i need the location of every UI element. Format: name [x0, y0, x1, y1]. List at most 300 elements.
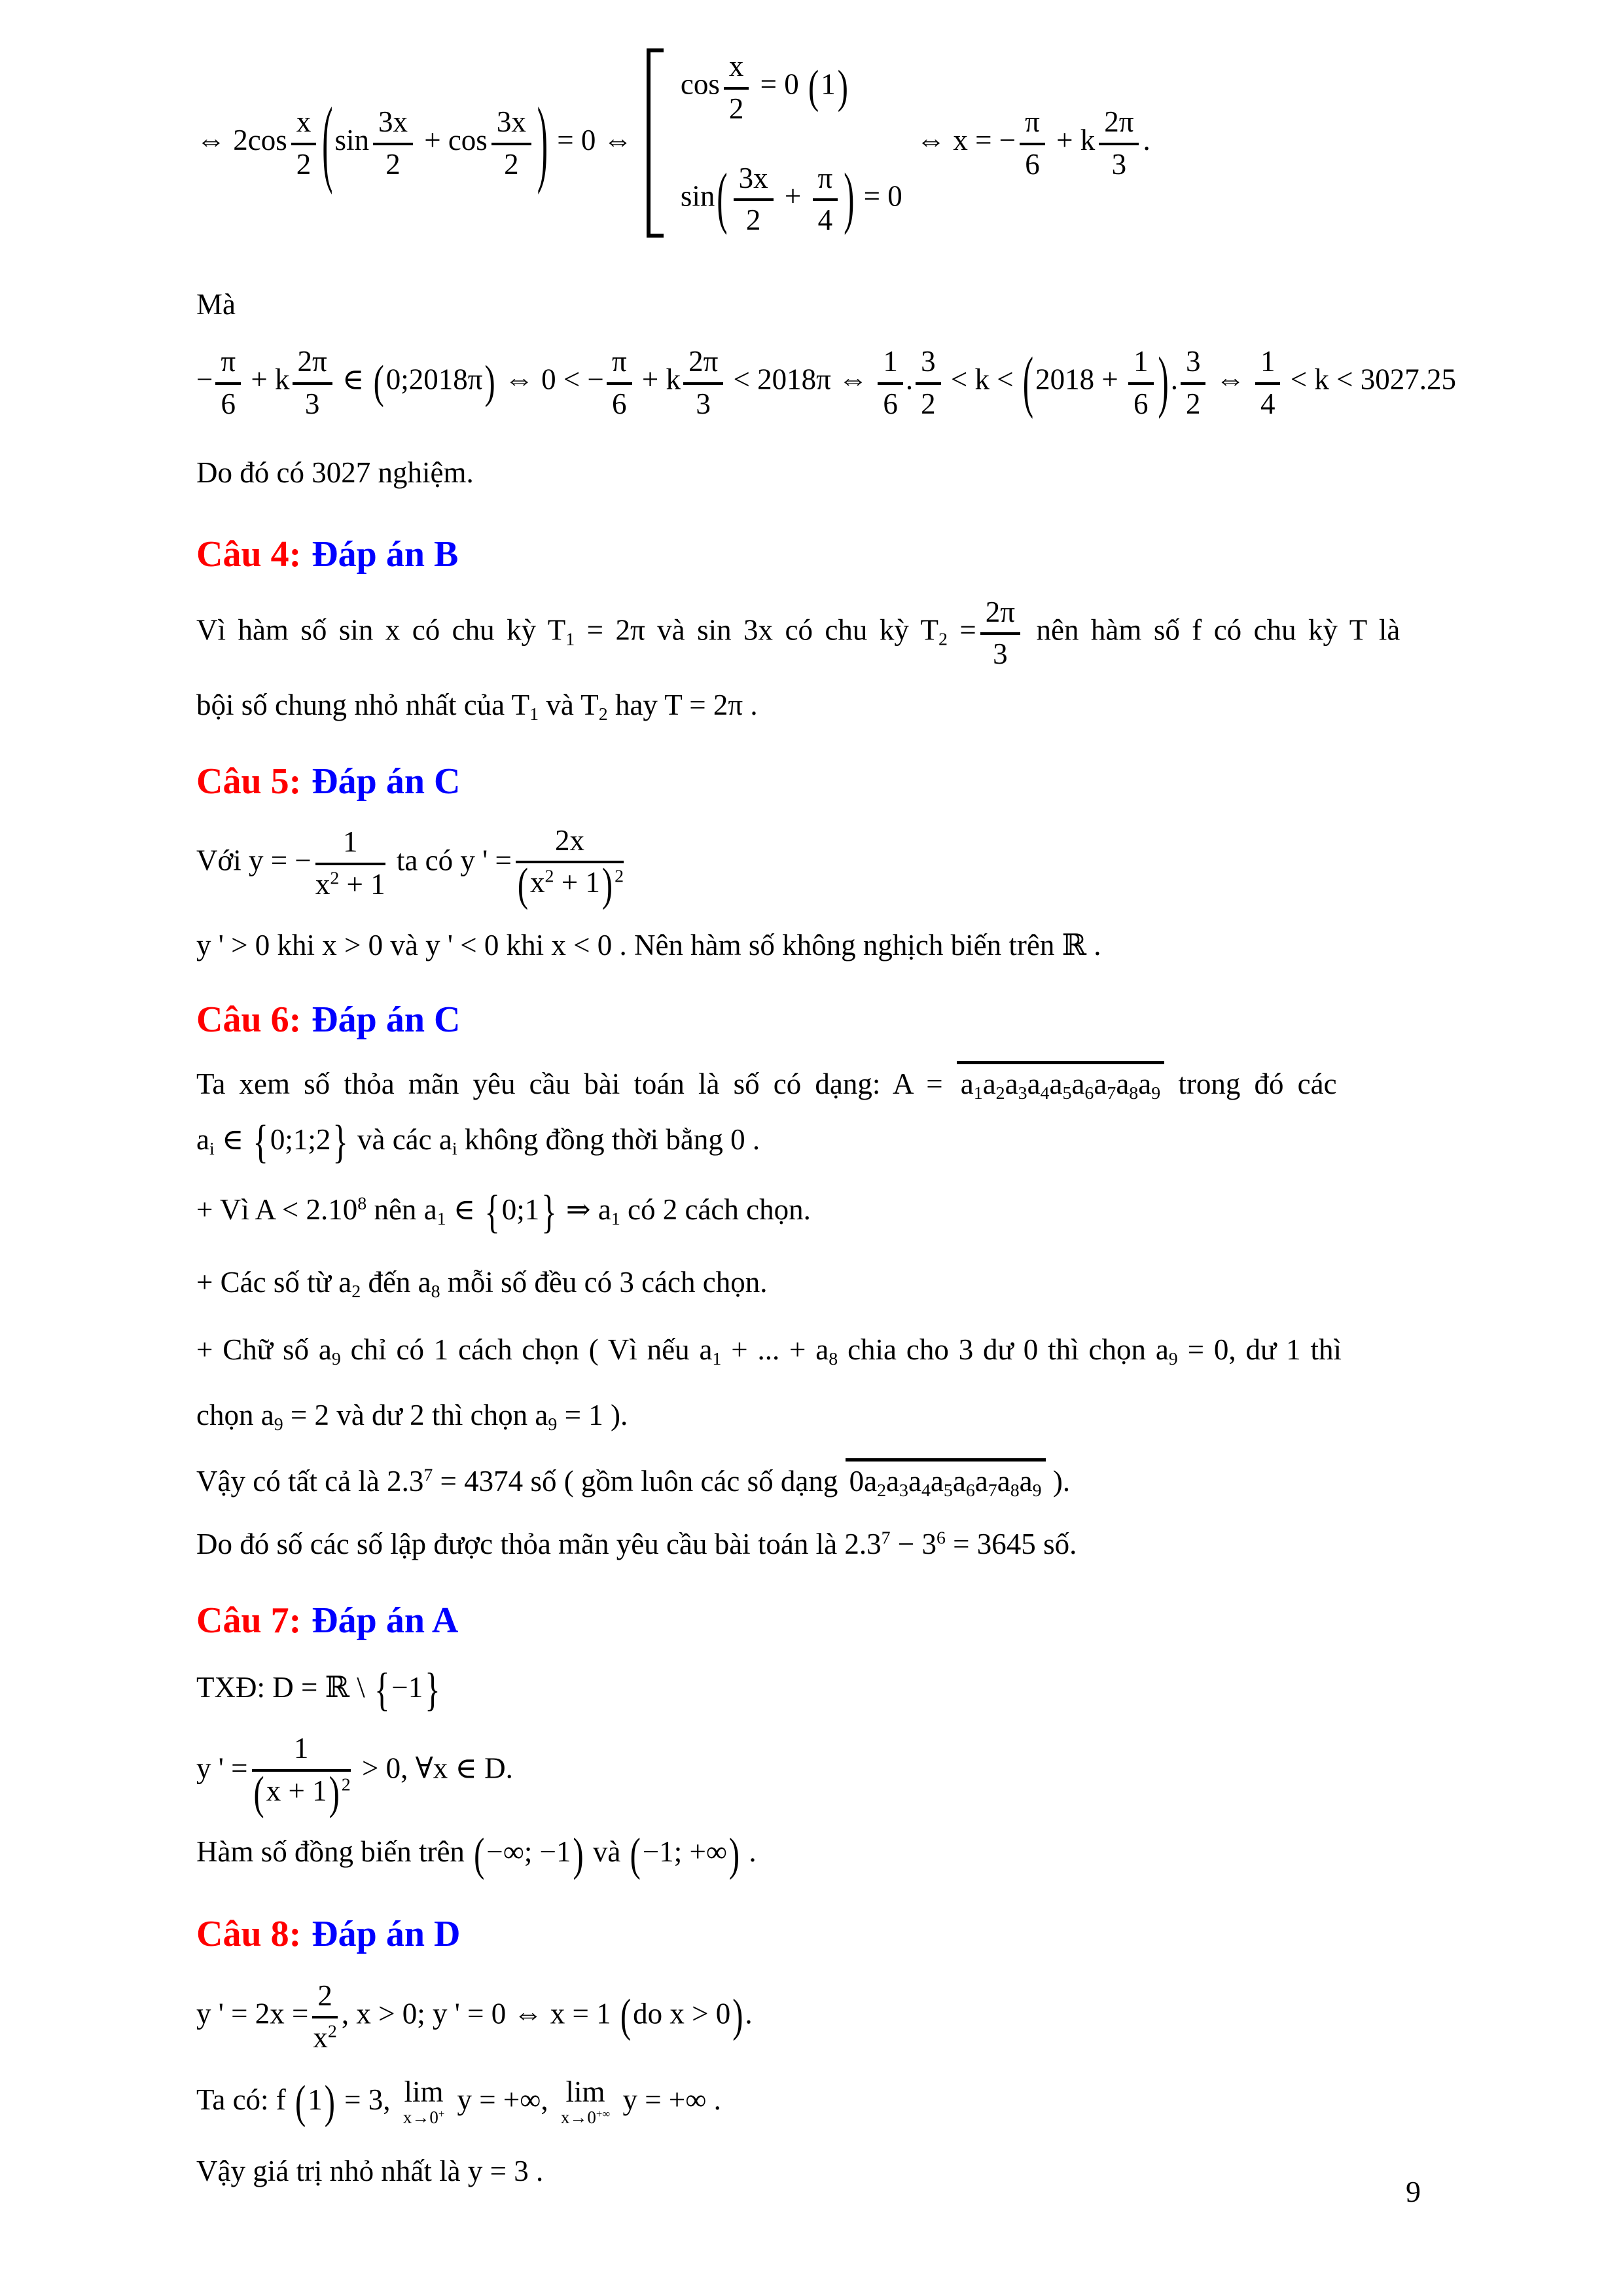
math-fraction — [373, 104, 413, 182]
math-text: −1 — [391, 1670, 423, 1704]
math-text: a — [908, 1464, 921, 1498]
math-text: 3x — [738, 161, 768, 194]
math-text: \ — [349, 1670, 373, 1704]
math-text: 2 — [385, 148, 401, 181]
math-text: = 0 — [856, 179, 902, 213]
math-numerator — [1181, 344, 1206, 385]
math-big-bracket: ( — [620, 1990, 632, 2042]
math-text: . — [1170, 363, 1178, 396]
math-denominator — [312, 2018, 338, 2055]
math-big-bracket: { — [253, 1116, 268, 1168]
math-text: Mà — [196, 288, 236, 321]
math-fraction — [491, 104, 531, 182]
math-text: a — [196, 1122, 209, 1156]
math-big-bracket: ( — [322, 88, 333, 196]
math-text: 4 — [817, 204, 833, 237]
math-fraction — [878, 344, 903, 422]
math-text: do x > 0 — [633, 1997, 731, 2030]
math-text: a — [535, 1399, 548, 1432]
math-denominator — [1181, 385, 1206, 422]
math-text: x — [728, 50, 744, 82]
math-text: bội số chung nhỏ nhất của — [196, 689, 512, 721]
math-text: 2 — [544, 866, 554, 887]
math-text: + ... + a — [721, 1333, 829, 1366]
math-superscript — [357, 1194, 366, 1214]
math-text: x — [315, 868, 330, 901]
math-text: Vậy có tất cả là — [196, 1464, 387, 1498]
math-big-bracket: ) — [329, 1767, 340, 1819]
math-big-bracket: } — [332, 1116, 348, 1168]
math-cases — [647, 43, 902, 243]
math-subscript — [974, 1083, 983, 1103]
math-denominator — [491, 145, 531, 182]
math-text: a — [930, 1464, 944, 1498]
math-text: TXĐ: — [196, 1670, 273, 1704]
cau5-derivative-formula — [196, 823, 1453, 910]
math-text: 7 — [1107, 1083, 1116, 1104]
cau6-setup-line2 — [196, 1116, 1453, 1168]
math-text: 0;1 — [501, 1193, 540, 1227]
math-numerator — [1255, 344, 1281, 385]
math-text: i — [209, 1138, 215, 1159]
math-text: . — [905, 363, 914, 396]
math-big-bracket: ) — [601, 859, 613, 910]
math-text: ⇔ — [1208, 363, 1253, 396]
text-ma — [196, 281, 1453, 328]
math-fraction — [1181, 344, 1206, 422]
math-denominator — [1020, 145, 1045, 182]
math-text: , x > 0; y ' = 0 ⇔ x = 1 — [341, 1997, 618, 2030]
math-text: 3 — [304, 387, 320, 420]
math-subscript — [209, 1139, 215, 1159]
math-text: a — [699, 1333, 713, 1366]
math-text: a — [260, 1399, 274, 1432]
math-text: số ( gồm luôn các số dạng — [523, 1464, 846, 1498]
math-text: a — [1019, 1464, 1033, 1498]
math-text: 0;2018π — [385, 363, 483, 396]
math-denominator — [734, 201, 774, 238]
cau6-setup-line1 — [196, 1061, 1453, 1103]
math-text: 7 — [988, 1480, 997, 1501]
math-text: 8 — [357, 1193, 367, 1214]
math-subscript — [1062, 1083, 1071, 1103]
math-subscript — [431, 1282, 440, 1302]
math-text: và các — [349, 1122, 439, 1156]
math-denominator — [293, 385, 332, 422]
math-superscript — [330, 869, 339, 889]
math-limit-word: lim — [565, 2075, 605, 2109]
math-big-bracket: ) — [837, 61, 848, 113]
math-subscript — [611, 1209, 620, 1229]
math-text: nên hàm số f có chu kỳ T là — [1024, 613, 1400, 647]
math-text: a — [418, 1266, 431, 1299]
math-text: + 1 — [339, 868, 385, 901]
math-numerator — [373, 104, 413, 145]
math-text: 9 — [548, 1414, 558, 1435]
math-text: 1 — [712, 1348, 722, 1369]
math-text: 3 — [899, 1480, 908, 1501]
math-big-bracket: ( — [717, 160, 728, 236]
math-text: 1 — [437, 1208, 446, 1229]
math-big-bracket: ) — [1158, 343, 1169, 420]
math-text: 6 — [936, 1528, 946, 1549]
cau8-limits — [196, 2077, 1453, 2128]
math-subscript — [332, 1349, 341, 1369]
math-subscript — [1033, 1480, 1042, 1501]
cau8-conclusion — [196, 2152, 1453, 2191]
math-denominator — [878, 385, 903, 422]
text-conclusion-3027 — [196, 449, 1453, 496]
math-text: = 3645 — [945, 1528, 1036, 1561]
math-text: Với — [196, 844, 249, 876]
math-text: ). — [1045, 1464, 1071, 1498]
math-numerator — [683, 344, 723, 385]
math-text: cos — [680, 67, 720, 101]
math-text: a — [952, 1464, 966, 1498]
equation-trig-cases — [196, 43, 1453, 243]
math-text: 2 — [877, 1480, 887, 1501]
math-text: a — [1027, 1067, 1041, 1101]
cau6-case-a1 — [196, 1186, 1453, 1238]
math-fraction — [724, 48, 749, 126]
math-text: a — [982, 1067, 996, 1101]
math-superscript — [328, 2022, 337, 2042]
math-big-bracket: { — [374, 1664, 390, 1715]
math-text: a — [338, 1266, 352, 1299]
math-limit-under — [403, 2107, 444, 2128]
math-text: x — [530, 866, 545, 899]
cau7-derivative — [196, 1731, 1453, 1819]
cau7-conclusion — [196, 1829, 1453, 1880]
math-big-bracket: ) — [484, 356, 495, 408]
math-superscript — [882, 1528, 891, 1549]
math-text: Ta xem số thỏa mãn yêu cầu bài toán là số có dạng: — [196, 1067, 893, 1101]
math-text: 2 — [341, 1774, 351, 1795]
math-subscript — [944, 1480, 953, 1501]
math-fraction — [1128, 344, 1154, 422]
heading-cau4 — [196, 531, 1453, 577]
math-denominator — [252, 1767, 351, 1819]
math-text: 7 — [881, 1528, 891, 1549]
math-text: 2 — [745, 204, 761, 237]
cau6-final-count — [196, 1525, 1453, 1564]
math-text: y ' > 0 khi x > 0 và y ' < 0 khi x < 0 . Nên hàm số không nghịch biến trên — [196, 928, 1062, 961]
math-text: 9 — [1151, 1083, 1161, 1104]
answer-label-cau5: Đáp án C — [312, 761, 461, 802]
question-label-cau7: Câu 7: — [196, 1600, 302, 1641]
math-text: = 4374 — [433, 1464, 524, 1498]
math-numerator — [293, 344, 332, 385]
math-text: = 3, — [336, 2083, 398, 2117]
answer-label-cau7: Đáp án A — [312, 1600, 459, 1641]
math-limit-under — [561, 2107, 610, 2128]
math-text: x — [296, 105, 312, 139]
math-text: 1 — [565, 628, 575, 649]
math-big-bracket: ( — [517, 859, 529, 910]
math-text: 2π — [1104, 105, 1134, 139]
math-text: 2 — [296, 148, 312, 181]
math-text: + k — [1048, 123, 1096, 156]
heading-cau7 — [196, 1598, 1453, 1643]
math-text: a — [423, 1193, 437, 1227]
math-text: y ' = — [460, 844, 512, 876]
math-text: 1 — [1260, 345, 1275, 378]
math-text: + cos — [416, 123, 488, 156]
math-fraction — [1255, 344, 1281, 422]
math-text: Hàm số đồng biến trên — [196, 1835, 473, 1869]
math-text: x = − — [953, 123, 1016, 156]
math-numerator — [813, 160, 838, 202]
math-subscript — [1151, 1083, 1160, 1103]
math-denominator — [1099, 145, 1139, 182]
math-subscript — [988, 1480, 997, 1501]
math-text: a — [997, 1464, 1010, 1498]
math-text: 2π — [985, 595, 1016, 628]
math-denominator — [916, 385, 941, 422]
math-text: chỉ có 1 cách chọn ( Vì nếu — [340, 1333, 700, 1366]
math-big-bracket: ) — [728, 1829, 740, 1880]
math-blackboard-r: ℝ — [1061, 927, 1086, 962]
math-denominator — [516, 859, 624, 910]
math-text: Do đó số các số lập được thỏa mãn yêu cầu bài toán là — [196, 1528, 845, 1561]
math-subscript — [437, 1209, 446, 1229]
math-text: 1 — [1133, 345, 1149, 378]
math-text: − 3 — [890, 1528, 936, 1561]
math-text: x→0 — [560, 2108, 596, 2128]
math-text: đến — [361, 1266, 418, 1299]
math-denominator — [1128, 385, 1154, 422]
question-label-cau5: Câu 5: — [196, 761, 302, 802]
math-text: 2 — [995, 1083, 1005, 1104]
question-label-cau6: Câu 6: — [196, 999, 302, 1041]
math-text: ta có — [389, 844, 461, 876]
math-text: 6 — [221, 387, 236, 420]
math-fraction — [215, 344, 241, 422]
math-text: 2x — [554, 823, 584, 857]
math-fraction — [1020, 104, 1045, 182]
math-numerator — [878, 344, 903, 385]
math-text: + Chữ số — [196, 1333, 319, 1366]
math-text: 9 — [1168, 1348, 1178, 1369]
math-subscript — [899, 1480, 908, 1501]
math-text: . — [1143, 123, 1150, 156]
math-subscript — [829, 1349, 838, 1369]
math-text: số. — [1035, 1528, 1077, 1561]
math-subscript — [529, 704, 539, 725]
math-text: và sin 3x có chu kỳ — [645, 613, 921, 647]
cau6-total-count — [196, 1458, 1453, 1501]
math-text: Vì hàm số sin x có chu kỳ — [196, 613, 548, 647]
math-text: 2 — [504, 148, 519, 181]
math-text: 1 — [342, 825, 358, 859]
math-subscript — [1018, 1083, 1027, 1103]
math-text: 5 — [1062, 1083, 1072, 1104]
math-text: sin — [680, 179, 715, 213]
math-subscript — [938, 629, 948, 649]
math-text: 2 — [728, 92, 744, 125]
math-text: a — [974, 1464, 988, 1498]
math-text: 1 — [611, 1208, 620, 1229]
math-superscript — [423, 1465, 433, 1486]
math-text: −∞; −1 — [486, 1835, 571, 1869]
math-text: < k < 3027.25 — [1283, 363, 1456, 396]
math-text: y = +∞ . — [615, 2083, 721, 2117]
math-text: i — [452, 1138, 457, 1159]
page-number: 9 — [1406, 2175, 1421, 2208]
math-text: − — [196, 363, 213, 396]
math-cases-rows — [681, 48, 902, 238]
math-text: a — [318, 1333, 332, 1366]
math-subscript — [565, 629, 575, 649]
math-fraction — [293, 344, 332, 422]
math-numerator — [1128, 344, 1154, 385]
math-subscript — [599, 704, 608, 725]
math-text: nên — [366, 1193, 424, 1227]
heading-cau6 — [196, 997, 1453, 1043]
math-superscript — [615, 867, 624, 887]
math-text: π — [1025, 105, 1040, 139]
cau6-case-a2-a8 — [196, 1263, 1453, 1302]
math-text: x + 1 — [266, 1774, 327, 1807]
math-text: + Vì — [196, 1193, 255, 1227]
math-text: ∈ — [214, 1122, 251, 1156]
math-superscript — [936, 1528, 946, 1549]
math-subscript — [1010, 1480, 1020, 1501]
math-text: chọn — [196, 1399, 261, 1432]
math-text: . — [745, 1997, 753, 2030]
math-text: 9 — [274, 1414, 283, 1435]
math-numerator — [1020, 104, 1045, 145]
math-limit-word: lim — [404, 2075, 444, 2109]
math-subscript — [1107, 1083, 1116, 1103]
math-text: = 1 ). — [557, 1399, 628, 1432]
math-text: 2 — [938, 628, 948, 649]
math-text: Vậy giá trị nhỏ nhất là — [196, 2154, 468, 2187]
math-text: 5 — [943, 1480, 953, 1501]
math-text: 6 — [965, 1480, 975, 1501]
math-denominator — [291, 145, 317, 182]
math-fraction — [516, 823, 624, 910]
math-text: và — [585, 1835, 628, 1869]
math-subscript — [452, 1139, 457, 1159]
math-fraction — [252, 1731, 351, 1819]
math-big-bracket: } — [425, 1664, 440, 1715]
math-text: < 2018π ⇔ — [726, 363, 876, 396]
math-text: 1 — [973, 1083, 983, 1104]
math-subscript — [1169, 1349, 1178, 1369]
cau7-domain — [196, 1664, 1453, 1715]
math-denominator — [373, 145, 413, 182]
math-text: a — [597, 1193, 611, 1227]
math-text: = 2 — [283, 1399, 337, 1432]
math-text: 3 — [1185, 345, 1201, 378]
math-text: a — [1071, 1067, 1085, 1101]
math-text: a — [438, 1122, 452, 1156]
math-text: 2 — [921, 387, 936, 420]
math-fraction — [291, 104, 317, 182]
math-numerator — [252, 1731, 351, 1772]
math-subscript — [966, 1480, 975, 1501]
math-text: = — [947, 613, 976, 647]
math-text: ⇔ 0 < − — [497, 363, 604, 396]
math-text: T — [547, 613, 566, 647]
math-numerator — [312, 1978, 338, 2019]
math-big-bracket: ( — [1022, 343, 1034, 420]
math-subscript — [1041, 1083, 1050, 1103]
math-text: 2 — [598, 704, 608, 725]
math-big-bracket: ) — [732, 1990, 743, 2042]
math-text: 4 — [1260, 387, 1275, 420]
math-text: 1 — [821, 67, 836, 101]
answer-label-cau8: Đáp án D — [312, 1913, 461, 1954]
math-text: 3 — [921, 345, 936, 378]
math-text: 2018 + — [1035, 363, 1126, 396]
math-text: + 1 — [554, 866, 600, 899]
math-text: a — [1155, 1333, 1169, 1366]
math-text: T = 2π . — [664, 689, 758, 721]
math-text: 2 — [351, 1282, 361, 1302]
math-subscript — [1084, 1083, 1094, 1103]
math-text: 8 — [829, 1348, 838, 1369]
math-denominator — [813, 201, 838, 238]
math-fraction — [683, 344, 723, 422]
math-subscript — [1129, 1083, 1138, 1103]
math-superscript — [596, 2108, 610, 2120]
math-text: 7 — [423, 1465, 433, 1486]
math-big-bracket: ( — [373, 356, 384, 408]
math-text: 2.3 — [844, 1528, 882, 1561]
math-numerator — [1099, 104, 1139, 145]
math-numerator — [724, 48, 749, 90]
cau6-case-a9 — [196, 1331, 1453, 1369]
math-text: 6 — [1084, 1083, 1094, 1104]
cau6-case-a9-cont — [196, 1396, 1453, 1435]
heading-cau8 — [196, 1911, 1453, 1957]
equation-k-range — [196, 343, 1456, 422]
math-subscript — [351, 1282, 361, 1302]
math-text: 2π — [688, 345, 719, 378]
math-text: a — [1049, 1067, 1063, 1101]
math-text: 6 — [1025, 148, 1040, 181]
math-text: . — [741, 1835, 757, 1869]
math-text: +∞ — [596, 2108, 611, 2121]
math-text: không đồng thời bằng 0 . — [457, 1122, 760, 1156]
math-superscript — [342, 1775, 351, 1795]
math-text: a — [1005, 1067, 1018, 1101]
math-blackboard-r: ℝ — [325, 1669, 350, 1704]
math-subscript — [712, 1349, 721, 1369]
math-text: π — [817, 161, 833, 194]
math-text: 2.3 — [387, 1464, 424, 1498]
math-text: 0;1;2 — [270, 1122, 331, 1156]
math-text: 9 — [1032, 1480, 1042, 1501]
math-text: 2 — [317, 1979, 332, 2012]
math-numerator — [291, 104, 317, 145]
math-text: 4 — [1040, 1083, 1050, 1104]
math-text: + k — [634, 363, 681, 396]
math-text: ∈ — [446, 1193, 483, 1227]
math-text: a — [1116, 1067, 1130, 1101]
math-numerator — [980, 594, 1020, 636]
math-text: 3 — [696, 387, 711, 420]
math-big-bracket: ) — [844, 160, 855, 236]
math-limit — [403, 2077, 444, 2128]
math-text: ⇔ 2cos — [196, 123, 287, 156]
math-text: 3 — [1111, 148, 1127, 181]
math-big-bracket: ( — [474, 1829, 485, 1880]
question-label-cau8: Câu 8: — [196, 1913, 302, 1954]
math-text: = 2π — [575, 613, 645, 647]
